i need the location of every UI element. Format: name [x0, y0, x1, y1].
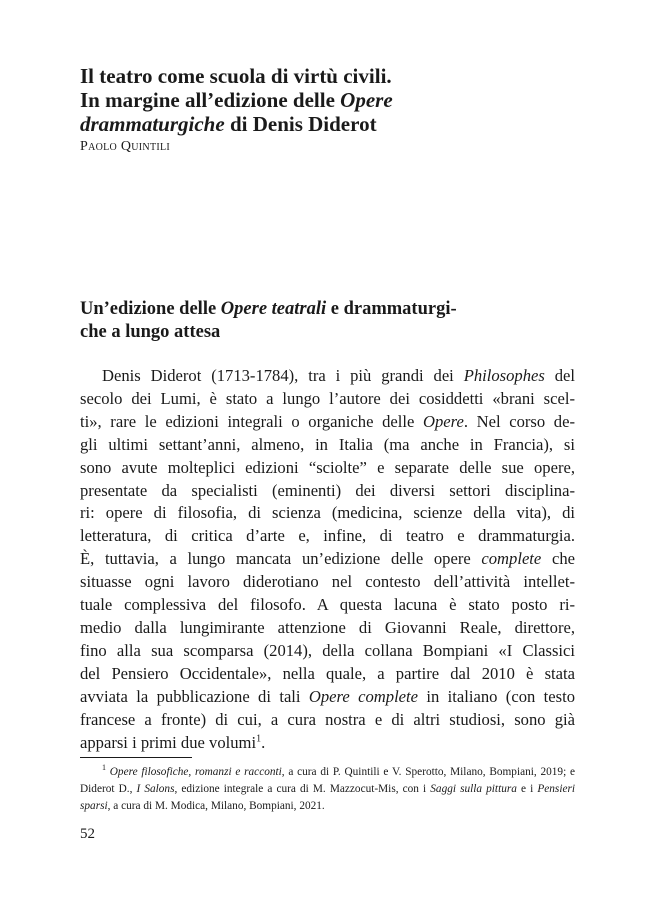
- text-run: È, tuttavia, a lungo mancata un’edizione delle opere: [80, 549, 482, 569]
- footnote-marker: 1: [102, 763, 106, 773]
- italic-run: Saggi sulla pittura: [430, 782, 517, 795]
- title-text: Il teatro come scuola di virtù civili.: [80, 64, 392, 88]
- paragraph-line: [80, 732, 575, 755]
- text-run: del: [544, 366, 576, 385]
- title-line: [80, 88, 570, 112]
- text-run: , a cura di P. Quintili e V. Sperotto, Milano, Bompiani, 2019; e: [281, 766, 575, 778]
- paragraph-line: fino alla sua scomparsa (2014), della collana Bompiani «I Classici: [80, 640, 575, 660]
- paragraph-line: tuale complessiva del filosofo. A questa lacuna è stato posto ri-: [80, 595, 575, 615]
- paragraph-line: presentate da specialisti (eminenti) dei diversi settori disciplina-: [80, 480, 575, 500]
- page-number: 52: [80, 826, 95, 842]
- text-run: avviata la pubblicazione di tali: [80, 686, 309, 706]
- text-run: , a cura di M. Modica, Milano, Bompiani, 2021.: [107, 799, 325, 812]
- italic-run: Philosophes: [463, 366, 545, 385]
- text-run: che: [541, 549, 575, 569]
- italic-run: Pensieri: [537, 782, 576, 795]
- footnote-line: [80, 764, 575, 781]
- paragraph-line: francese a fronte) di cui, a cura nostra e di altri studiosi, sono già: [80, 709, 575, 729]
- text-run: apparsi i primi due volumi: [80, 732, 257, 752]
- footnote: [80, 764, 575, 814]
- heading-text: che a lungo attesa: [80, 322, 221, 342]
- paragraph-line: situasse ogni lavoro diderotiano nel contesto dell’attività intellet-: [80, 572, 575, 592]
- heading-line: [80, 298, 575, 321]
- paragraph-line: [80, 686, 575, 709]
- paragraph-line: gli ultimi settant’anni, almeno, in Italia (ma anche in Francia), si: [80, 434, 575, 454]
- heading-italic-text: Opere teatrali: [220, 299, 327, 319]
- italic-run: Opere complete: [308, 686, 419, 706]
- footnote-reference[interactable]: 1: [256, 732, 262, 744]
- paragraph-line: sono avute molteplici edizioni “sciolte” e separate delle sue opere,: [80, 457, 575, 477]
- italic-run: sparsi: [80, 799, 108, 812]
- text-run: , edizione integrale a cura di M. Mazzocut-Mis, con i: [174, 782, 431, 795]
- title-line: [80, 112, 570, 136]
- paragraph-line: [80, 365, 575, 388]
- text-run: e i: [516, 782, 538, 795]
- article-title: [80, 64, 570, 136]
- text-run: . Nel corso de-: [463, 411, 575, 431]
- text-run: Denis Diderot (1713-1784), tra i più grandi dei: [102, 366, 464, 385]
- text-run: ti», rare le edizioni integrali o organiche delle: [80, 411, 423, 431]
- text-run: Diderot D.,: [80, 782, 137, 795]
- title-italic-text: drammaturgiche: [80, 112, 225, 136]
- paragraph-line: medio dalla lungimirante attenzione di Giovanni Reale, direttore,: [80, 617, 575, 637]
- text-run: in italiano (con testo: [418, 686, 575, 706]
- section-heading: [80, 298, 575, 344]
- title-text: di Denis Diderot: [224, 112, 377, 136]
- title-italic-text: Opere: [340, 88, 393, 112]
- paragraph-line: del Pensiero Occidentale», nella quale, a partire dal 2010 è stata: [80, 663, 575, 683]
- italic-run: I Salons: [136, 782, 175, 795]
- body-paragraph: [80, 365, 575, 754]
- heading-line: [80, 321, 575, 344]
- footnote-line: [80, 798, 575, 815]
- article-author: Paolo Quintili: [80, 139, 171, 154]
- italic-run: Opere: [422, 411, 464, 431]
- paragraph-line: secolo dei Lumi, è stato a lungo l’autore dei cosiddetti «brani scel-: [80, 388, 575, 408]
- footnote-line: [80, 781, 575, 798]
- heading-text: Un’edizione delle: [80, 299, 221, 319]
- footnote-separator: [80, 757, 192, 758]
- paragraph-line: [80, 411, 575, 434]
- paragraph-line: [80, 548, 575, 571]
- title-line: [80, 64, 570, 88]
- text-run: .: [261, 732, 266, 752]
- italic-run: complete: [481, 549, 542, 569]
- heading-text: e drammaturgi-: [326, 299, 457, 319]
- title-text: In margine all’edizione delle: [80, 88, 341, 112]
- paragraph-line: ri: opere di filosofia, di scienza (medicina, scienze della vita), di: [80, 503, 575, 523]
- italic-run: Opere filosofiche, romanzi e racconti: [109, 766, 282, 778]
- paragraph-line: letteratura, di critica d’arte e, infine, di teatro e drammaturgia.: [80, 526, 575, 546]
